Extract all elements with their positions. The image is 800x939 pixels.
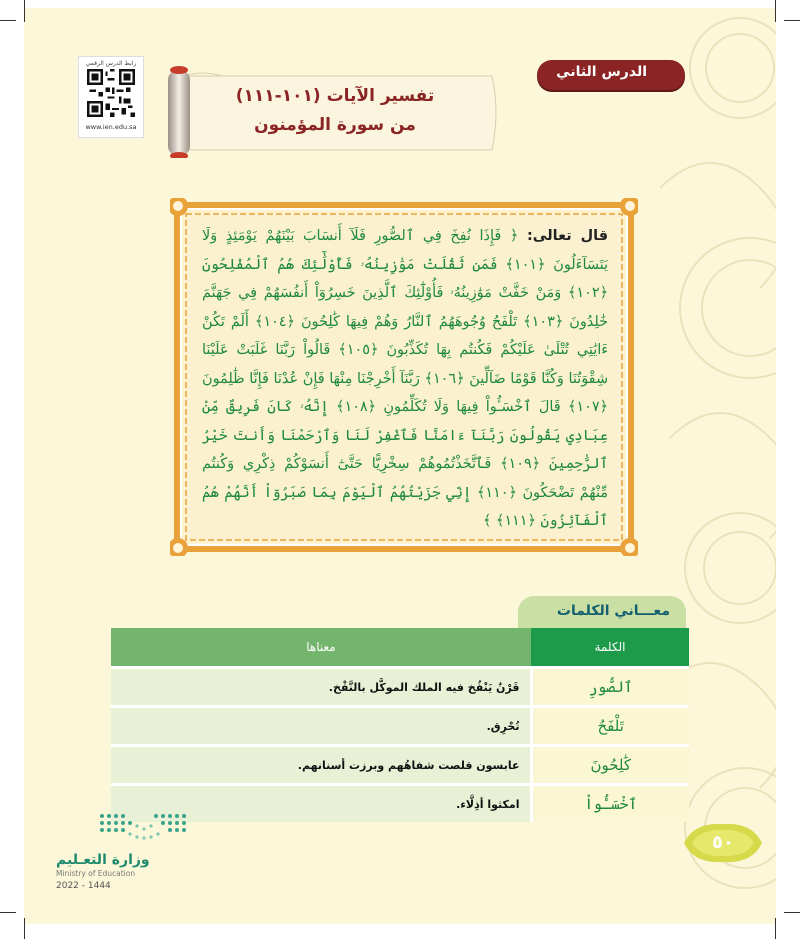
qr-code-icon: [87, 69, 135, 117]
column-header-word: الكلمة: [531, 628, 689, 668]
ministry-name-arabic: وزارة التعـليم: [56, 852, 150, 868]
qr-url[interactable]: www.ien.edu.sa: [85, 123, 137, 131]
vocab-heading-tab: [518, 596, 686, 630]
table-row: [111, 785, 689, 823]
ministry-logo-icon: [96, 810, 192, 844]
title-scroll: [162, 66, 502, 158]
table-row: [111, 668, 689, 707]
crop-mark: [775, 0, 776, 22]
column-header-meaning: معناها: [111, 628, 531, 668]
qr-card[interactable]: [78, 56, 144, 138]
vocab-meaning: قَرْنٌ يَنْفُخ فيه الملك الموكَّل بالنَّفْخ.: [111, 668, 531, 707]
edition-year: 2022 - 1444: [56, 881, 111, 891]
vocab-heading: معـــاني الكلمات: [556, 603, 670, 619]
crop-mark: [775, 918, 776, 939]
lesson-badge-label: الدرس الثاني: [556, 64, 647, 80]
verse-text: ﴿ فَإِذَا نُفِخَ فِي ٱلصُّورِ فَلَآ أَنسَابَ بَيْنَهُمْ يَوْمَئِذٍ وَلَا يَتَسَآءَلُونَ ﴿١٠١﴾ فَمَن ثَقُلَتْ مَوَٰزِينُهُۥ فَأُوْلَٰٓئِكَ هُمُ ٱلْمُفْلِحُونَ ﴿١٠٢﴾ وَمَنْ خَفَّتْ مَوَٰزِينُهُۥ فَأُوْلَٰٓئِكَ ٱلَّذِينَ خَسِرُوٓاْ أَنفُسَهُمْ فِي جَهَنَّمَ خَٰلِدُونَ ﴿١٠٣﴾ تَلْفَحُ وُجُوهَهُمُ ٱلنَّارُ وَهُمْ فِيهَا كَٰلِحُونَ ﴿١٠٤﴾ أَلَمْ تَكُنْ ءَايَٰتِي تُتْلَىٰ عَلَيْكُمْ فَكُنتُم بِهَا تُكَذِّبُونَ ﴿١٠٥﴾ قَالُواْ رَبَّنَا غَلَبَتْ عَلَيْنَا شِقْوَتُنَا وَكُنَّا قَوْمًا ضَآلِّينَ ﴿١٠٦﴾ رَبَّنَآ أَخْرِجْنَا مِنْهَا فَإِنْ عُدْنَا فَإِنَّا ظَٰلِمُونَ ﴿١٠٧﴾ قَالَ ٱخْسَـُٔواْ فِيهَا وَلَا تُكَلِّمُونِ ﴿١٠٨﴾ إِنَّهُۥ كَانَ فَرِيقٌ مِّنْ عِبَادِي يَقُولُونَ رَبَّنَآ ءَامَنَّا فَٱغْفِرْ لَنَا وَٱرْحَمْنَا وَأَنتَ خَيْرُ ٱلرَّٰحِمِينَ ﴿١٠٩﴾ فَٱتَّخَذْتُمُوهُمْ سِخْرِيًّا حَتَّىٰٓ أَنسَوْكُمْ ذِكْرِي وَكُنتُم مِّنْهُمْ تَضْحَكُونَ ﴿١١٠﴾ إِنِّي جَزَيْتُهُمُ ٱلْيَوْمَ بِمَا صَبَرُوٓاْ أَنَّهُمْ هُمُ ٱلْفَآئِزُونَ ﴿١١١﴾ ﴾: [202, 228, 609, 529]
quran-verses: [202, 222, 608, 536]
page-number: ٥٠: [712, 832, 734, 853]
qr-caption: رابط الدرس الرقمي: [85, 60, 137, 67]
crop-mark: [0, 20, 16, 21]
crop-mark: [784, 912, 800, 913]
lesson-badge: [537, 60, 685, 90]
vocab-word: ٱلصُّورِ: [531, 668, 689, 707]
vocab-word: ٱخْسَـُٔواْ: [531, 785, 689, 823]
verse-lead: قال تعالى:: [526, 228, 608, 244]
vocab-word: كَٰلِحُونَ: [531, 746, 689, 785]
crop-mark: [0, 912, 16, 913]
table-header-row: [111, 628, 689, 668]
table-row: [111, 746, 689, 785]
vocab-word: تَلْفَحُ: [531, 707, 689, 746]
crop-mark: [784, 20, 800, 21]
page-number-badge: [680, 820, 766, 866]
vocab-meaning: تُحْرِق.: [111, 707, 531, 746]
vocab-meaning: امكثوا أذِلَّاء.: [111, 785, 531, 823]
table-row: [111, 707, 689, 746]
lesson-title: تفسير الآيات (١٠١-١١١): [235, 86, 435, 106]
ministry-name-english: Ministry of Education: [56, 869, 136, 878]
lesson-subtitle: من سورة المؤمنون: [254, 115, 416, 135]
vocab-table: [111, 628, 689, 822]
crop-mark: [24, 918, 25, 939]
vocab-meaning: عابسون قلصت شفاهُهم وبرزت أسنانهم.: [111, 746, 531, 785]
crop-mark: [24, 0, 25, 22]
